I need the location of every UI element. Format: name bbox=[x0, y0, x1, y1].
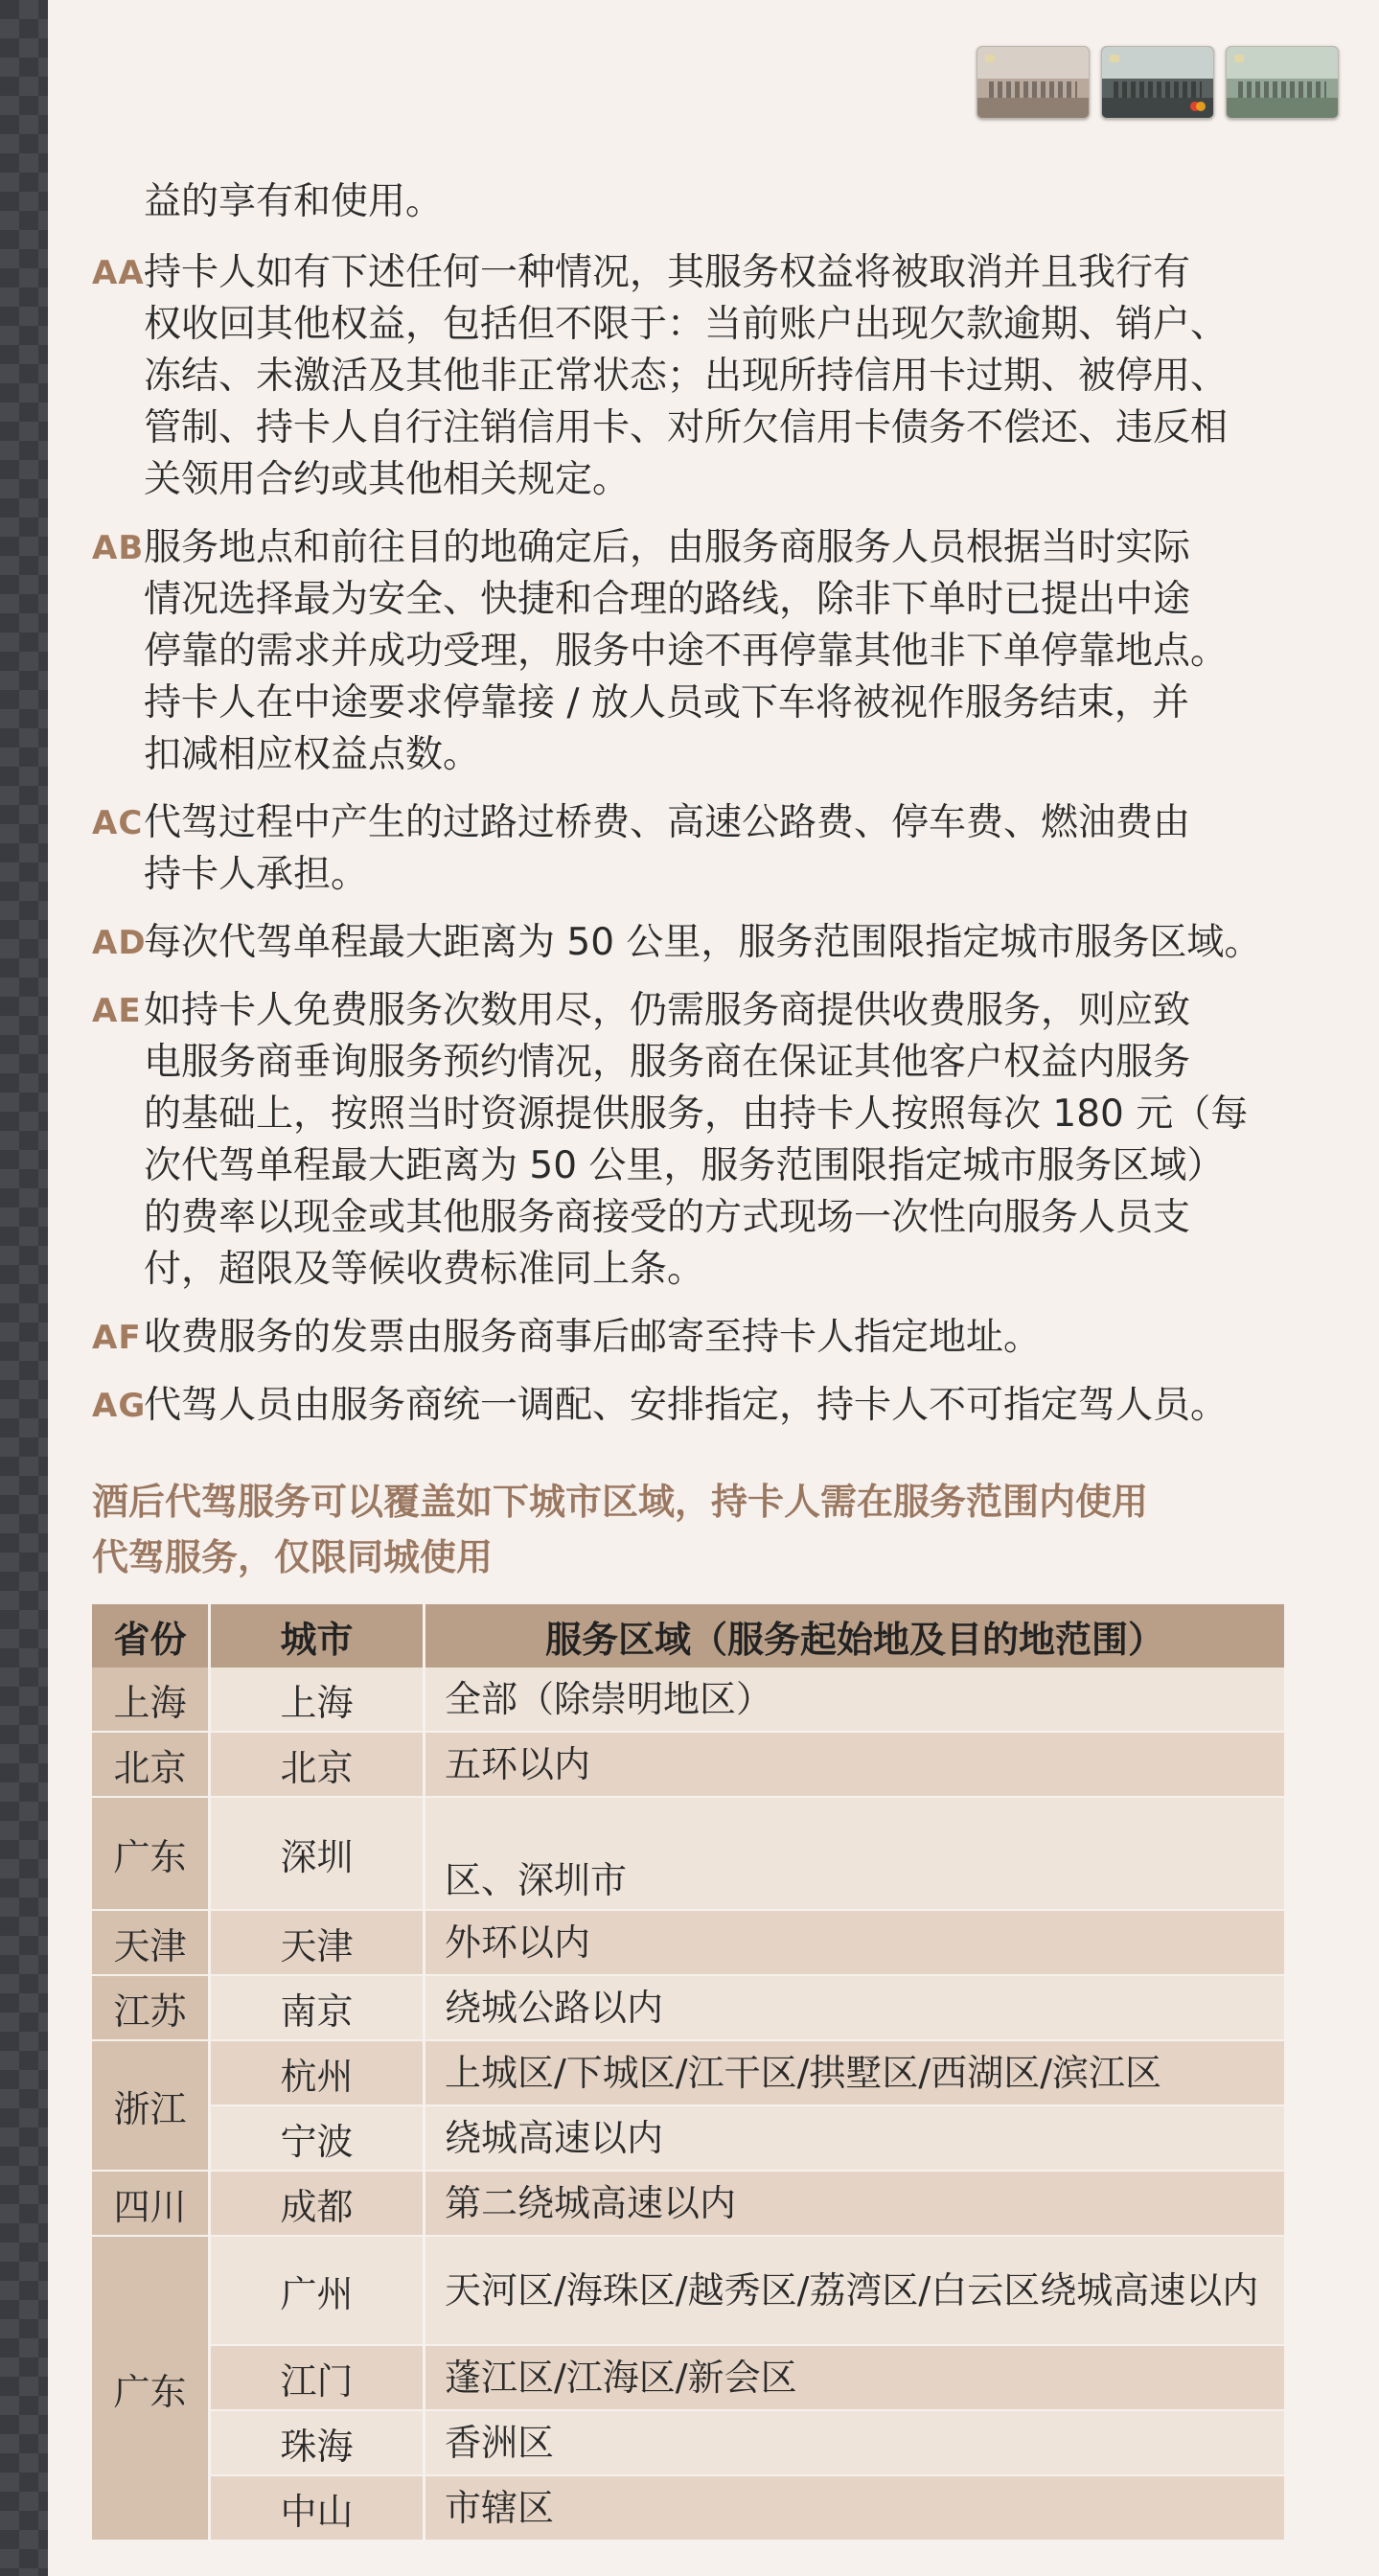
table-row bbox=[92, 1797, 1284, 1910]
coverage-headline bbox=[92, 1474, 1286, 1585]
term-text: 权收回其他权益，包括但不限于：当前账户出现欠款逾期、销户、 bbox=[144, 303, 1229, 346]
service-area-table bbox=[92, 1604, 1284, 2542]
city-cell: 深圳 bbox=[210, 1797, 425, 1910]
province-cell: 北京 bbox=[92, 1732, 210, 1797]
area-cell: 市辖区 bbox=[425, 2475, 1285, 2541]
province-cell: 浙江 bbox=[92, 2040, 210, 2171]
term-item-ac bbox=[92, 797, 1286, 901]
area-cell: 五环以内 bbox=[425, 1732, 1285, 1797]
column-header-city: 城市 bbox=[210, 1604, 425, 1668]
city-cell: 杭州 bbox=[210, 2040, 425, 2105]
term-item-af bbox=[92, 1312, 1286, 1364]
table-row bbox=[92, 2345, 1284, 2410]
term-text: 管制、持卡人自行注销信用卡、对所欠信用卡债务不偿还、违反相 bbox=[144, 406, 1229, 449]
mastercard-logo-icon bbox=[1190, 102, 1206, 111]
term-text: 扣减相应权益点数。 bbox=[144, 733, 481, 776]
province-cell: 广东 bbox=[92, 2236, 210, 2541]
term-text: 关领用合约或其他相关规定。 bbox=[144, 458, 631, 501]
city-cell: 成都 bbox=[210, 2171, 425, 2236]
table-row bbox=[92, 1732, 1284, 1797]
term-tag: AA bbox=[92, 254, 145, 292]
city-cell: 广州 bbox=[210, 2236, 425, 2345]
term-item-ad bbox=[92, 917, 1286, 969]
province-cell: 天津 bbox=[92, 1910, 210, 1975]
term-text: 的基础上，按照当时资源提供服务，由持卡人按照每次 180 元（每 bbox=[144, 1092, 1249, 1136]
table-row bbox=[92, 1975, 1284, 2040]
city-cell: 南京 bbox=[210, 1975, 425, 2040]
intro-line: 益的享有和使用。 bbox=[144, 180, 444, 223]
column-header-area: 服务区域（服务起始地及目的地范围） bbox=[425, 1604, 1285, 1668]
table-row bbox=[92, 2236, 1284, 2345]
area-cell: 蓬江区/江海区/新会区 bbox=[425, 2345, 1285, 2410]
term-item-ae bbox=[92, 985, 1286, 1296]
term-tag: AE bbox=[92, 992, 142, 1030]
term-tag: AB bbox=[92, 529, 145, 567]
term-text: 代驾人员由服务商统一调配、安排指定，持卡人不可指定驾人员。 bbox=[144, 1384, 1229, 1427]
term-text: 持卡人承担。 bbox=[144, 853, 369, 896]
area-cell: 香洲区 bbox=[425, 2410, 1285, 2475]
area-cell: 上城区/下城区/江干区/拱墅区/西湖区/滨江区 bbox=[425, 2040, 1285, 2105]
credit-card-image-3 bbox=[1226, 46, 1339, 119]
term-item-ag bbox=[92, 1380, 1286, 1432]
term-tag: AG bbox=[92, 1387, 147, 1425]
term-item-ab bbox=[92, 522, 1286, 781]
term-tag: AD bbox=[92, 924, 147, 962]
term-text: 情况选择最为安全、快捷和合理的路线，除非下单时已提出中途 bbox=[144, 578, 1191, 621]
table-header-row bbox=[92, 1604, 1284, 1668]
coverage-headline-line: 代驾服务，仅限同城使用 bbox=[92, 1536, 494, 1578]
term-text: 付，超限及等候收费标准同上条。 bbox=[144, 1248, 705, 1291]
table-row bbox=[92, 1910, 1284, 1975]
area-cell: 区、深圳市 bbox=[425, 1797, 1285, 1910]
term-text: 代驾过程中产生的过路过桥费、高速公路费、停车费、燃油费由 bbox=[144, 801, 1191, 844]
term-item-aa bbox=[92, 247, 1286, 506]
coverage-headline-line: 酒后代驾服务可以覆盖如下城市区域，持卡人需在服务范围内使用 bbox=[92, 1481, 1149, 1523]
city-cell: 天津 bbox=[210, 1910, 425, 1975]
area-cell: 绕城公路以内 bbox=[425, 1975, 1285, 2040]
term-text: 持卡人在中途要求停靠接 / 放人员或下车将被视作服务结束，并 bbox=[144, 681, 1189, 724]
credit-card-image-2 bbox=[1101, 46, 1214, 119]
table-row bbox=[92, 2105, 1284, 2171]
city-cell: 北京 bbox=[210, 1732, 425, 1797]
table-row bbox=[92, 2410, 1284, 2475]
table-row bbox=[92, 2171, 1284, 2236]
term-text: 的费率以现金或其他服务商接受的方式现场一次性向服务人员支 bbox=[144, 1196, 1191, 1239]
term-tag: AC bbox=[92, 804, 144, 842]
city-cell: 珠海 bbox=[210, 2410, 425, 2475]
terms-content bbox=[92, 176, 1286, 2542]
card-thumbnails bbox=[977, 46, 1339, 119]
table-row bbox=[92, 2040, 1284, 2105]
term-text: 电服务商垂询服务预约情况，服务商在保证其他客户权益内服务 bbox=[144, 1041, 1191, 1084]
term-text: 如持卡人免费服务次数用尽，仍需服务商提供收费服务，则应致 bbox=[144, 989, 1191, 1032]
term-text: 冻结、未激活及其他非正常状态；出现所持信用卡过期、被停用、 bbox=[144, 355, 1229, 398]
province-cell: 江苏 bbox=[92, 1975, 210, 2040]
city-cell: 宁波 bbox=[210, 2105, 425, 2171]
term-text: 持卡人如有下述任何一种情况，其服务权益将被取消并且我行有 bbox=[144, 251, 1191, 294]
term-text: 每次代驾单程最大距离为 50 公里，服务范围限指定城市服务区域。 bbox=[144, 921, 1262, 964]
term-tag: AF bbox=[92, 1319, 142, 1357]
area-cell: 外环以内 bbox=[425, 1910, 1285, 1975]
city-cell: 中山 bbox=[210, 2475, 425, 2541]
area-cell: 绕城高速以内 bbox=[425, 2105, 1285, 2171]
decorative-side-band bbox=[0, 0, 48, 2576]
province-cell: 四川 bbox=[92, 2171, 210, 2236]
area-cell: 天河区/海珠区/越秀区/荔湾区/白云区绕城高速以内 bbox=[425, 2236, 1285, 2345]
table-row bbox=[92, 2475, 1284, 2541]
credit-card-image-1 bbox=[977, 46, 1090, 119]
column-header-province: 省份 bbox=[92, 1604, 210, 1668]
area-cell: 第二绕城高速以内 bbox=[425, 2171, 1285, 2236]
term-text: 服务地点和前往目的地确定后，由服务商服务人员根据当时实际 bbox=[144, 526, 1191, 569]
term-text: 收费服务的发票由服务商事后邮寄至持卡人指定地址。 bbox=[144, 1316, 1042, 1359]
term-text: 次代驾单程最大距离为 50 公里，服务范围限指定城市服务区域） bbox=[144, 1144, 1225, 1187]
province-cell: 广东 bbox=[92, 1797, 210, 1910]
term-text: 停靠的需求并成功受理，服务中途不再停靠其他非下单停靠地点。 bbox=[144, 630, 1229, 673]
province-cell: 上海 bbox=[92, 1668, 210, 1732]
table-row bbox=[92, 1668, 1284, 1732]
city-cell: 上海 bbox=[210, 1668, 425, 1732]
city-cell: 江门 bbox=[210, 2345, 425, 2410]
area-cell: 全部（除崇明地区） bbox=[425, 1668, 1285, 1732]
